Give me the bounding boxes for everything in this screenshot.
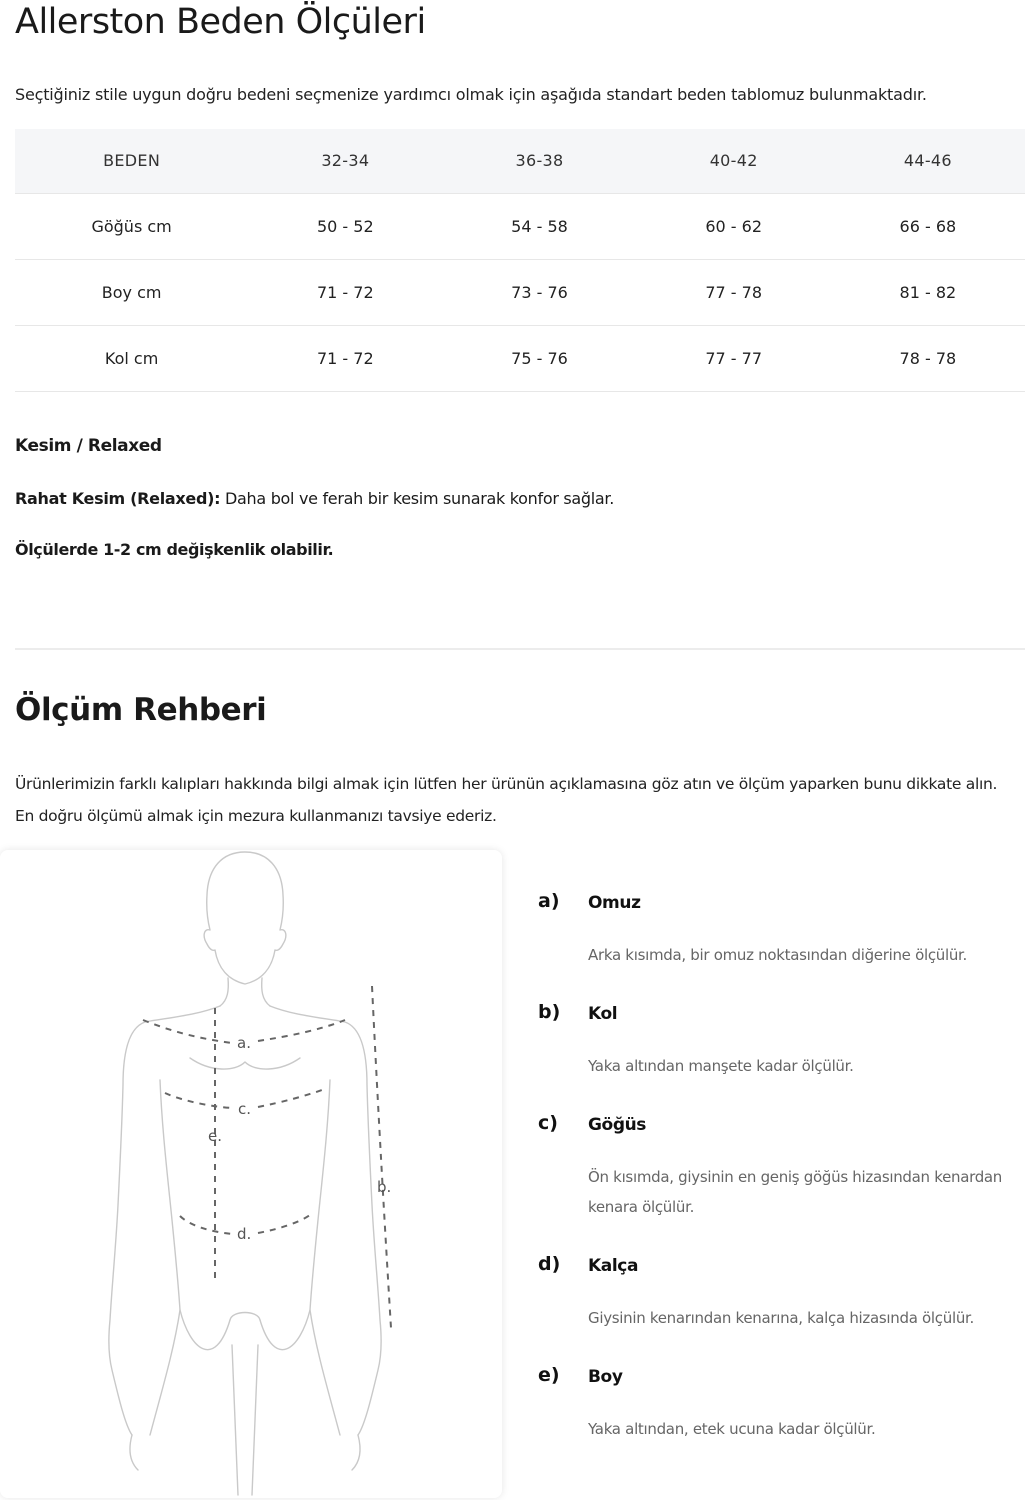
guide-text <box>15 768 1025 832</box>
relaxed-text: Daha bol ve ferah bir kesim sunarak konfor sağlar. <box>220 489 615 508</box>
page-title: Allerston Beden Ölçüleri <box>15 2 426 42</box>
table-cell: 77 - 78 <box>637 259 831 325</box>
diagram-label-e: e. <box>208 1127 222 1145</box>
table-row <box>15 193 1025 259</box>
measurement-letter: d) <box>538 1253 561 1275</box>
size-table-header-cell: 32-34 <box>321 151 370 171</box>
table-cell: 50 - 52 <box>248 193 442 259</box>
relaxed-description <box>15 489 614 508</box>
section-divider <box>15 648 1025 650</box>
size-table-header-cell: 44-46 <box>903 151 952 171</box>
measurement-name: Boy <box>588 1367 623 1387</box>
table-cell: 60 - 62 <box>637 193 831 259</box>
table-cell: 73 - 76 <box>442 259 636 325</box>
table-cell: 75 - 76 <box>442 325 636 391</box>
table-cell: 81 - 82 <box>831 259 1025 325</box>
table-cell: 78 - 78 <box>831 325 1025 391</box>
table-row <box>15 259 1025 325</box>
measurement-desc: Giysinin kenarından kenarına, kalça hizasında ölçülür. <box>588 1309 974 1327</box>
measurement-letter: c) <box>538 1112 558 1134</box>
table-cell: Boy cm <box>15 259 248 325</box>
cut-label: Kesim / Relaxed <box>15 436 162 456</box>
table-cell: 71 - 72 <box>248 325 442 391</box>
size-table-header-row <box>15 129 1025 193</box>
guide-text-line: En doğru ölçümü almak için mezura kullanmanızı tavsiye ederiz. <box>15 807 497 825</box>
diagram-label-d: d. <box>237 1225 252 1243</box>
relaxed-label: Rahat Kesim (Relaxed): <box>15 489 221 508</box>
measurement-letter: a) <box>538 890 560 912</box>
intro-text: Seçtiğiniz stile uygun doğru bedeni seçmenize yardımcı olmak için aşağıda standart beden tablomuz bulunmaktadır. <box>15 85 927 104</box>
measurement-desc: Ön kısımda, giysinin en geniş göğüs hizasından kenardan kenara ölçülür. <box>588 1168 1003 1216</box>
measurement-desc: Yaka altından manşete kadar ölçülür. <box>588 1057 854 1075</box>
measurement-letter: b) <box>538 1001 561 1023</box>
body-figure-card <box>0 850 502 1498</box>
table-cell: Kol cm <box>15 325 248 391</box>
measurement-letter: e) <box>538 1364 560 1386</box>
measurement-name: Kalça <box>588 1256 639 1276</box>
size-table-header-cell: 36-38 <box>515 151 564 171</box>
diagram-label-a: a. <box>237 1034 251 1052</box>
body-measurement-diagram-icon <box>0 850 502 1498</box>
measurement-desc: Arka kısımda, bir omuz noktasından diğerine ölçülür. <box>588 946 968 964</box>
diagram-label-b: b. <box>377 1178 392 1196</box>
measurement-name: Göğüs <box>588 1115 647 1135</box>
measurement-name: Kol <box>588 1004 618 1024</box>
size-table-header-cell: 40-42 <box>709 151 758 171</box>
guide-title: Ölçüm Rehberi <box>15 692 267 728</box>
table-cell: 66 - 68 <box>831 193 1025 259</box>
table-cell: 77 - 77 <box>637 325 831 391</box>
measurement-desc: Yaka altından, etek ucuna kadar ölçülür. <box>588 1420 876 1438</box>
table-cell: Göğüs cm <box>15 193 248 259</box>
table-cell: 71 - 72 <box>248 259 442 325</box>
guide-text-line: Ürünlerimizin farklı kalıpları hakkında bilgi almak için lütfen her ürünün açıklamasına göz atın ve ölçüm yaparken bunu dikkate alın. <box>15 775 998 793</box>
table-cell: 54 - 58 <box>442 193 636 259</box>
measurement-name: Omuz <box>588 893 641 913</box>
variance-note: Ölçülerde 1-2 cm değişkenlik olabilir. <box>15 540 334 559</box>
size-table-header-cell: BEDEN <box>103 151 161 171</box>
size-table <box>15 129 1025 392</box>
table-row <box>15 325 1025 391</box>
diagram-label-c: c. <box>238 1100 252 1118</box>
